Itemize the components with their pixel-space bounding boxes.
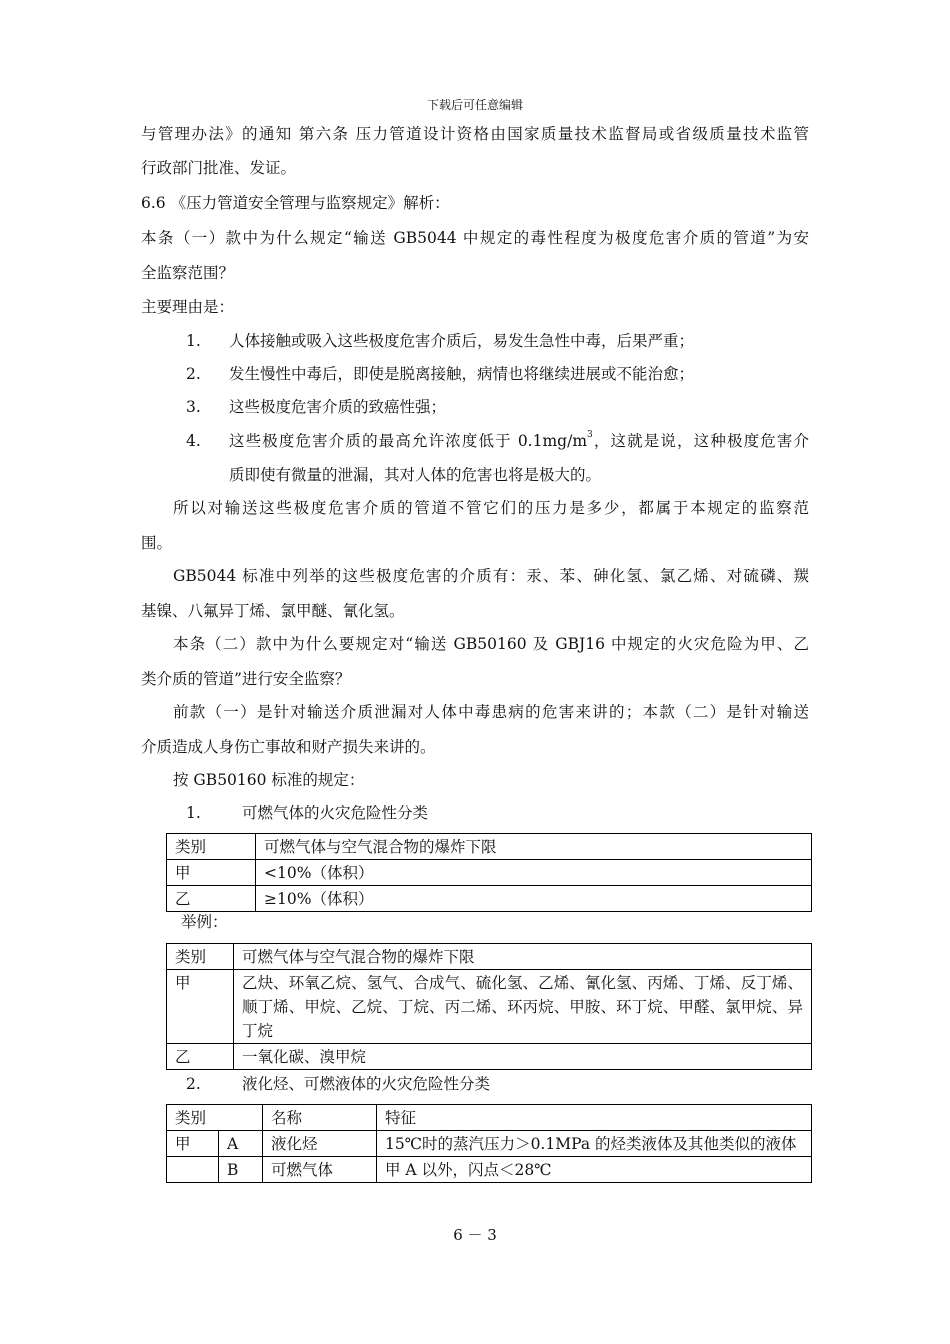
text-line: 主要理由是：: [141, 298, 235, 316]
text-line: 全监察范围？: [141, 264, 235, 282]
paragraph-line: 本条（二）款中为什么要规定对“输送 GB50160 及 GBJ16 中规定的火灾危险为甲、乙: [173, 635, 809, 653]
table-header-row: [167, 944, 812, 970]
liquid-classification-table: [166, 1104, 812, 1183]
example-label: 举例：: [181, 913, 228, 931]
paragraph-line: 按 GB50160 标准的规定：: [173, 771, 365, 789]
table-cell: 甲: [167, 1131, 219, 1157]
table-cell: ≥10%（体积）: [256, 886, 812, 912]
paragraph-line: 前款（一）是针对输送介质泄漏对人体中毒患病的危害来讲的；本款（二）是针对输送: [173, 703, 809, 721]
table-header-row: [167, 1105, 812, 1131]
table-row: [167, 1157, 812, 1183]
list-item: 发生慢性中毒后，即使是脱离接触，病情也将继续进展或不能治愈；: [229, 365, 695, 383]
list-item: 这些极度危害介质的最高允许浓度低于 $0.1mg/m^3$，这就是说，这种极度危害介: [229, 430, 809, 450]
table-cell: 甲: [167, 860, 256, 886]
table-cell: 乙: [167, 886, 256, 912]
gas-classification-table: [166, 833, 812, 912]
table-header-cell: 类别: [167, 944, 234, 970]
list-item: 这些极度危害介质的致癌性强；: [229, 398, 447, 416]
paragraph-line: 介质造成人身伤亡事故和财产损失来讲的。: [141, 738, 436, 756]
table-row: [167, 1044, 812, 1070]
table-header-cell: 类别: [167, 1105, 263, 1131]
paragraph-line: 基镍、八氟异丁烯、氯甲醚、氰化氢。: [141, 602, 405, 620]
table-caption: 可燃气体的火灾危险性分类: [242, 804, 429, 822]
table-cell: <10%（体积）: [256, 860, 812, 886]
table-header-cell: 可燃气体与空气混合物的爆炸下限: [256, 834, 812, 860]
list-number: 1.: [186, 804, 201, 822]
table-header-cell: 可燃气体与空气混合物的爆炸下限: [234, 944, 812, 970]
list-item: 人体接触或吸入这些极度危害介质后，易发生急性中毒，后果严重；: [229, 332, 695, 350]
table-cell: 乙: [167, 1044, 234, 1070]
page-number: 6 － 3: [453, 1226, 497, 1244]
list-number: 2.: [186, 365, 201, 383]
table-cell: 可燃气体: [263, 1157, 377, 1183]
table-cell: 一氧化碳、溴甲烷: [234, 1044, 812, 1070]
table-row: [167, 970, 812, 1044]
table-cell: 乙炔、环氧乙烷、氢气、合成气、硫化氢、乙烯、氰化氢、丙烯、丁烯、反丁烯、顺丁烯、甲烷、乙烷、丁烷、丙二烯、环丙烷、甲胺、环丁烷、甲醛、氯甲烷、异丁烷: [234, 970, 812, 1044]
table-header-row: [167, 834, 812, 860]
table-cell: 甲 A 以外，闪点＜28℃: [377, 1157, 812, 1183]
paragraph-line: 围。: [141, 534, 173, 552]
table-cell: 甲: [167, 970, 234, 1044]
table-cell: B: [219, 1157, 263, 1183]
table-row: [167, 886, 812, 912]
text-line: 行政部门批准、发证。: [141, 159, 297, 177]
list-number: 3.: [186, 398, 201, 416]
section-heading: 6.6 《压力管道安全管理与监察规定》解析：: [141, 194, 450, 212]
paragraph-line: GB5044 标准中列举的这些极度危害的介质有：汞、苯、砷化氢、氯乙烯、对硫磷、羰: [173, 567, 809, 585]
table-header-cell: 类别: [167, 834, 256, 860]
table-header-cell: 名称: [263, 1105, 377, 1131]
page-header: 下载后可任意编辑: [426, 98, 523, 112]
table-caption: 液化烃、可燃液体的火灾危险性分类: [242, 1075, 491, 1093]
paragraph-line: 所以对输送这些极度危害介质的管道不管它们的压力是多少，都属于本规定的监察范: [173, 499, 809, 517]
table-cell: A: [219, 1131, 263, 1157]
list-number: 1.: [186, 332, 201, 350]
text-line: 本条（一）款中为什么规定“输送 GB5044 中规定的毒性程度为极度危害介质的管道”为安: [141, 229, 809, 247]
text-line: 与管理办法》的通知 第六条 压力管道设计资格由国家质量技术监督局或省级质量技术监管: [141, 125, 809, 143]
table-cell: 15℃时的蒸汽压力＞0.1MPa 的烃类液体及其他类似的液体: [377, 1131, 812, 1157]
gas-examples-table: [166, 943, 812, 1070]
table-header-cell: 特征: [377, 1105, 812, 1131]
list-number: 4.: [186, 432, 201, 450]
list-item-continued: 质即使有微量的泄漏，其对人体的危害也将是极大的。: [229, 466, 602, 484]
list-number: 2.: [186, 1075, 201, 1093]
table-row: [167, 860, 812, 886]
paragraph-line: 类介质的管道”进行安全监察？: [141, 670, 351, 688]
table-cell: [167, 1157, 219, 1183]
table-row: [167, 1131, 812, 1157]
table-cell: 液化烃: [263, 1131, 377, 1157]
